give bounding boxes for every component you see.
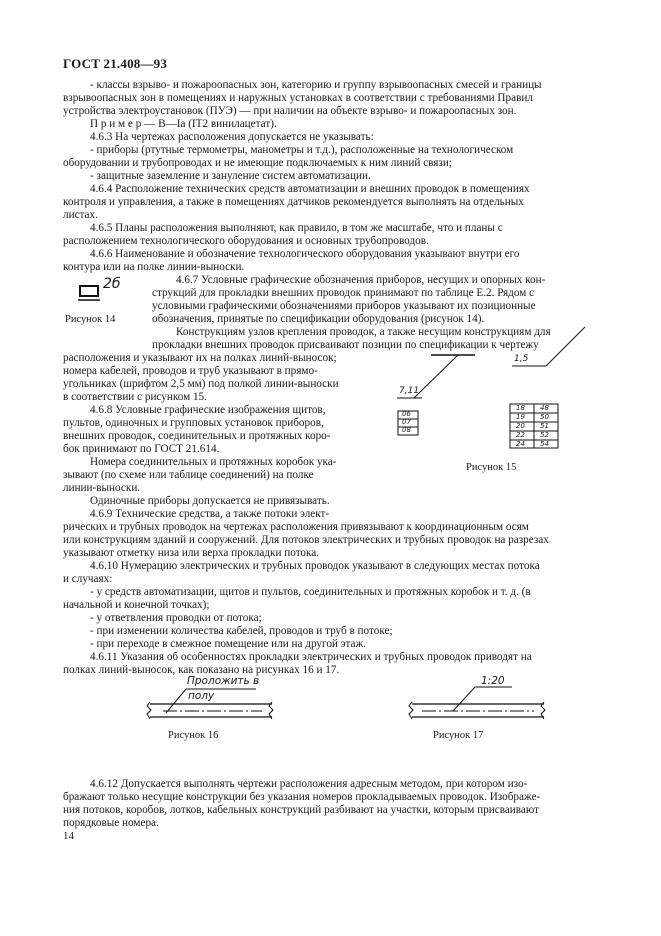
text-line: 4.6.4 Расположение технических средств автоматизации и внешних проводок в помещениях — [90, 183, 530, 195]
figure-15-cell: 18 — [516, 404, 525, 412]
figure-15-box-number: 06 — [402, 410, 411, 418]
figure-15-cell: 20 — [516, 422, 525, 430]
figure-16-text-top: Проложить в — [187, 675, 260, 687]
figure-15-left-label: 7,11 — [399, 386, 420, 396]
text-line: контроля и управления, а также в помещениях датчиков рекомендуется выполнять на отдельных — [63, 196, 524, 208]
text-line: - у ответвления проводки от потока; — [90, 612, 262, 624]
text-line: взрывоопасных зон в помещениях и наружных установках в соответствии с требованиями Правил — [63, 92, 533, 104]
text-line: струкций для прокладки внешних проводок принимают по таблице Е.2. Рядом с — [152, 287, 535, 299]
text-line: условными графическими обозначениями приборов указывают их позиционные — [152, 300, 536, 312]
figure-17-scale: 1:20 — [481, 675, 505, 687]
text-line: бражают только несущие конструкции без указания номеров прокладываемых проводок. Изображе- — [63, 791, 541, 803]
text-line: 4.6.8 Условные графические изображения щитов, — [90, 404, 326, 416]
text-line: в соответствии с рисунком 15. — [63, 391, 207, 403]
page-header: ГОСТ 21.408—93 — [63, 56, 168, 71]
figure-16-caption: Рисунок 16 — [168, 730, 219, 741]
figure-15-caption: Рисунок 15 — [466, 462, 517, 473]
figure-15-cell: 52 — [540, 431, 549, 439]
figure-15-cell: 24 — [516, 440, 525, 448]
text-line: контура или на полке линии-выноски. — [63, 261, 245, 273]
text-line: 4.6.7 Условные графические обозначения приборов, несущих и опорных кон- — [176, 274, 546, 286]
text-line: Одиночные приборы допускается не привязывать. — [90, 495, 330, 507]
text-line: - приборы (ртутные термометры, манометры и т.д.), расположенные на технологическом — [90, 144, 514, 156]
text-line: 4.6.9 Технические средства, а также потоки элект- — [90, 508, 330, 520]
figure-15-right-label: 1,5 — [514, 354, 529, 364]
text-line: внешних проводок, соединительных и протяжных коро- — [63, 430, 331, 442]
text-line: или конструкциям зданий и сооружений. Для потоков электрических и трубных проводок на разрезах — [63, 534, 549, 546]
text-line: бок принимают по ГОСТ 21.614. — [63, 443, 220, 455]
text-line: - при переходе в смежное помещение или на другой этаж. — [90, 638, 367, 650]
figure-15-cell: 54 — [540, 440, 549, 448]
text-line: расположения и указывают их на полках линий-выносок; — [63, 352, 337, 364]
text-line: - при изменении количества кабелей, проводов и труб в потоке; — [90, 625, 393, 637]
text-line: листах. — [63, 209, 98, 221]
figure-15-cell: 22 — [516, 431, 525, 439]
figure-15-cell: 51 — [540, 422, 549, 430]
text-line: 4.6.11 Указания об особенностях прокладки электрических и трубных проводок приводят на — [90, 651, 532, 663]
text-line: номера кабелей, проводов и труб указывают в прямо- — [63, 365, 318, 377]
text-line: расположением технологического оборудования и основных трубопроводов. — [63, 235, 429, 247]
text-line: рических и трубных проводок на чертежах расположения привязывают к координационным осям — [63, 521, 529, 533]
leader-line — [453, 687, 475, 711]
text-line: порядковые номера. — [63, 817, 159, 829]
page-number: 14 — [63, 830, 74, 842]
text-line: зывают (по схеме или таблице соединений) на полке — [63, 469, 314, 481]
text-line: Конструкциям узлов крепления проводок, а также несущим конструкциям для — [176, 326, 551, 338]
text-line: указывают отметку низа или верха прокладки потока. — [63, 547, 320, 559]
text-line: П р и м е р — В—Iа (IT2 винилацетат). — [90, 118, 277, 130]
text-line: и случаях: — [63, 573, 113, 585]
text-line: 4.6.12 Допускается выполнять чертежи расположения адресным методом, при котором изо- — [90, 778, 528, 790]
figure-14-label: 2б — [103, 276, 121, 292]
text-line: обозначения, принятые по спецификации оборудования (рисунок 14). — [152, 313, 485, 325]
text-line: устройства электроустановок (ПУЭ) — при наличии на объекте взрыво- и пожароопасных зон. — [63, 105, 517, 117]
text-line: линии-выноски. — [63, 482, 141, 494]
text-line: 4.6.6 Наименование и обозначение технологического оборудования указывают внутри его — [90, 248, 520, 260]
figure-15-box-number: 07 — [402, 418, 411, 426]
figure-15-cell: 50 — [540, 413, 549, 421]
figure-15-cell: 19 — [516, 413, 525, 421]
figure-15-box-number: 08 — [402, 426, 411, 434]
text-line: пультов, одиночных и групповых установок приборов, — [63, 417, 324, 429]
text-line: - защитные заземление и зануление систем автоматизации. — [90, 170, 371, 182]
text-line: - у средств автоматизации, щитов и пультов, соединительных и протяжных коробок и т. д. (в — [90, 586, 531, 598]
text-line: полках линий-выносок, как показано на рисунках 16 и 17. — [63, 664, 340, 676]
figure-14-caption: Рисунок 14 — [65, 314, 116, 325]
figure-15-cell: 48 — [540, 404, 549, 412]
text-line: Номера соединительных и протяжных коробок ука- — [90, 456, 337, 468]
text-line: 4.6.3 На чертежах расположения допускается не указывать: — [90, 131, 374, 143]
text-line: 4.6.10 Нумерацию электрических и трубных проводок указывают в следующих местах потока — [90, 560, 540, 572]
text-line: начальной и конечной точках); — [63, 599, 210, 611]
text-line: - классы взрыво- и пожароопасных зон, категорию и группу взрывоопасных смесей и границы — [90, 79, 542, 91]
text-line: прокладки внешних проводок присваивают позиции по спецификации к чертежу — [152, 339, 539, 351]
figure-16-text-bottom: полу — [188, 690, 215, 702]
text-line: угольниках (шрифтом 2,5 мм) под полкой линии-выноски — [63, 378, 339, 390]
text-line: оборудовании и трубопроводах и не имеющие подключаемых к ним линий связи; — [63, 157, 452, 169]
figure-17-caption: Рисунок 17 — [433, 730, 484, 741]
text-line: 4.6.5 Планы расположения выполняют, как правило, в том же масштабе, что и планы с — [90, 222, 503, 234]
text-line: ния потоков, коробов, лотков, кабельных конструкций разбивают на участки, которым присваивают — [63, 804, 539, 816]
